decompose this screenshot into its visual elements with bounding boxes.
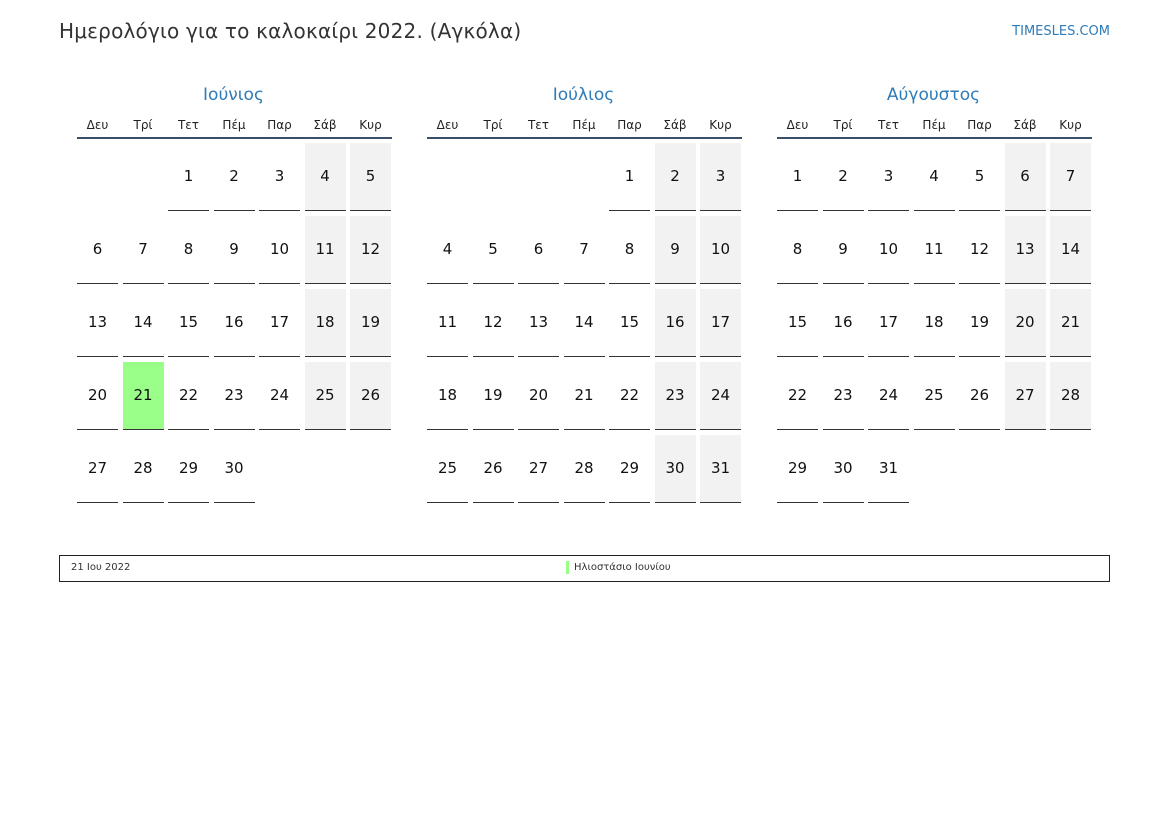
day-cell[interactable]: 11 [914, 216, 955, 284]
day-cell[interactable]: 14 [123, 289, 164, 357]
day-cell[interactable]: 27 [1005, 362, 1046, 430]
weekday-label: Κυρ [359, 118, 382, 132]
day-cell[interactable]: 9 [214, 216, 255, 284]
day-cell[interactable]: 23 [823, 362, 864, 430]
day-cell[interactable]: 28 [123, 435, 164, 503]
day-cell[interactable]: 9 [823, 216, 864, 284]
legend-holiday-name: Ηλιοστάσιο Ιουνίου [574, 562, 671, 573]
day-cell[interactable]: 2 [823, 143, 864, 211]
weekday-label: Παρ [617, 118, 642, 132]
weekday-label: Τρί [483, 118, 503, 132]
day-cell[interactable]: 17 [868, 289, 909, 357]
month-title: Αύγουστος [886, 85, 981, 105]
day-cell[interactable]: 20 [1005, 289, 1046, 357]
day-cell[interactable]: 29 [609, 435, 650, 503]
day-cell[interactable]: 3 [868, 143, 909, 211]
day-cell[interactable]: 22 [777, 362, 818, 430]
day-cell[interactable]: 24 [259, 362, 300, 430]
day-cell[interactable]: 3 [700, 143, 741, 211]
day-cell[interactable]: 25 [914, 362, 955, 430]
day-cell[interactable]: 28 [1050, 362, 1091, 430]
weekday-label: Τρί [833, 118, 853, 132]
day-cell[interactable]: 10 [700, 216, 741, 284]
day-cell[interactable]: 26 [959, 362, 1000, 430]
months-container [77, 83, 1092, 513]
weekday-header [777, 115, 1092, 139]
day-cell[interactable]: 8 [777, 216, 818, 284]
day-cell[interactable]: 11 [427, 289, 468, 357]
day-cell[interactable]: 4 [305, 143, 346, 211]
day-cell[interactable]: 16 [214, 289, 255, 357]
day-cell[interactable]: 4 [427, 216, 468, 284]
weekday-label: Τετ [877, 118, 900, 132]
day-cell[interactable]: 31 [700, 435, 741, 503]
day-grid [427, 143, 742, 513]
page-title: Ημερολόγιο για το καλοκαίρι 2022. (Αγκόλα) [59, 19, 522, 43]
weekday-label: Σάβ [313, 118, 337, 132]
day-cell[interactable]: 4 [914, 143, 955, 211]
day-cell[interactable]: 29 [777, 435, 818, 503]
day-cell[interactable]: 27 [77, 435, 118, 503]
day-cell[interactable]: 19 [350, 289, 391, 357]
day-cell[interactable]: 10 [259, 216, 300, 284]
day-cell[interactable]: 19 [473, 362, 514, 430]
day-cell[interactable]: 23 [655, 362, 696, 430]
weekday-label: Δευ [86, 118, 109, 132]
day-cell[interactable]: 23 [214, 362, 255, 430]
day-cell[interactable]: 22 [168, 362, 209, 430]
weekday-label: Κυρ [709, 118, 732, 132]
month-title: Ιούνιος [203, 85, 264, 105]
day-cell[interactable]: 25 [427, 435, 468, 503]
day-cell[interactable]: 29 [168, 435, 209, 503]
day-cell[interactable]: 1 [609, 143, 650, 211]
day-cell[interactable]: 24 [868, 362, 909, 430]
day-cell[interactable]: 30 [214, 435, 255, 503]
day-cell[interactable]: 26 [473, 435, 514, 503]
day-cell[interactable]: 13 [77, 289, 118, 357]
legend-color-swatch [566, 561, 569, 574]
weekday-label: Πέμ [222, 118, 246, 132]
day-cell[interactable]: 15 [168, 289, 209, 357]
day-cell[interactable]: 21 [564, 362, 605, 430]
day-cell[interactable]: 17 [700, 289, 741, 357]
day-cell[interactable]: 25 [305, 362, 346, 430]
weekday-label: Τετ [177, 118, 200, 132]
day-cell[interactable]: 5 [473, 216, 514, 284]
month-june [77, 83, 392, 513]
day-cell[interactable]: 17 [259, 289, 300, 357]
day-cell[interactable]: 12 [473, 289, 514, 357]
day-grid [777, 143, 1092, 513]
day-cell[interactable]: 6 [518, 216, 559, 284]
day-cell[interactable]: 21 [1050, 289, 1091, 357]
holiday-legend [59, 555, 1110, 582]
day-cell[interactable]: 16 [823, 289, 864, 357]
day-cell[interactable]: 18 [305, 289, 346, 357]
day-cell[interactable]: 12 [959, 216, 1000, 284]
day-cell[interactable]: 1 [168, 143, 209, 211]
day-cell[interactable]: 13 [518, 289, 559, 357]
weekday-label: Παρ [967, 118, 992, 132]
day-cell[interactable]: 27 [518, 435, 559, 503]
day-cell[interactable]: 20 [77, 362, 118, 430]
weekday-label: Κυρ [1059, 118, 1082, 132]
day-cell[interactable]: 1 [777, 143, 818, 211]
day-cell[interactable]: 14 [1050, 216, 1091, 284]
day-cell[interactable]: 24 [700, 362, 741, 430]
day-cell[interactable]: 20 [518, 362, 559, 430]
day-cell[interactable]: 30 [655, 435, 696, 503]
day-cell[interactable]: 5 [959, 143, 1000, 211]
day-cell[interactable]: 6 [77, 216, 118, 284]
day-cell[interactable]: 13 [1005, 216, 1046, 284]
month-august [777, 83, 1092, 513]
weekday-header [427, 115, 742, 139]
day-cell[interactable]: 31 [868, 435, 909, 503]
day-cell[interactable]: 7 [1050, 143, 1091, 211]
legend-date: 21 Ιου 2022 [71, 562, 131, 573]
day-cell[interactable]: 6 [1005, 143, 1046, 211]
day-cell[interactable]: 9 [655, 216, 696, 284]
day-cell[interactable]: 7 [123, 216, 164, 284]
day-cell[interactable]: 21 [123, 362, 164, 430]
day-cell[interactable]: 3 [259, 143, 300, 211]
weekday-label: Δευ [786, 118, 809, 132]
day-grid [77, 143, 392, 513]
weekday-label: Πέμ [572, 118, 596, 132]
weekday-label: Πέμ [922, 118, 946, 132]
day-cell[interactable]: 15 [609, 289, 650, 357]
day-cell[interactable]: 8 [609, 216, 650, 284]
day-cell[interactable]: 12 [350, 216, 391, 284]
weekday-label: Τετ [527, 118, 550, 132]
day-cell[interactable]: 26 [350, 362, 391, 430]
day-cell[interactable]: 19 [959, 289, 1000, 357]
weekday-label: Τρί [133, 118, 153, 132]
day-cell[interactable]: 18 [427, 362, 468, 430]
month-july [427, 83, 742, 513]
day-cell[interactable]: 5 [350, 143, 391, 211]
day-cell[interactable]: 10 [868, 216, 909, 284]
day-cell[interactable]: 2 [655, 143, 696, 211]
site-link[interactable]: TIMESLES.COM [1012, 24, 1110, 39]
weekday-header [77, 115, 392, 139]
day-cell[interactable]: 11 [305, 216, 346, 284]
weekday-label: Δευ [436, 118, 459, 132]
day-cell[interactable]: 14 [564, 289, 605, 357]
day-cell[interactable]: 15 [777, 289, 818, 357]
day-cell[interactable]: 22 [609, 362, 650, 430]
day-cell[interactable]: 30 [823, 435, 864, 503]
day-cell[interactable]: 2 [214, 143, 255, 211]
weekday-label: Σάβ [1013, 118, 1037, 132]
day-cell[interactable]: 28 [564, 435, 605, 503]
day-cell[interactable]: 8 [168, 216, 209, 284]
weekday-label: Σάβ [663, 118, 687, 132]
day-cell[interactable]: 18 [914, 289, 955, 357]
month-title: Ιούλιος [552, 85, 615, 105]
day-cell[interactable]: 16 [655, 289, 696, 357]
weekday-label: Παρ [267, 118, 292, 132]
day-cell[interactable]: 7 [564, 216, 605, 284]
